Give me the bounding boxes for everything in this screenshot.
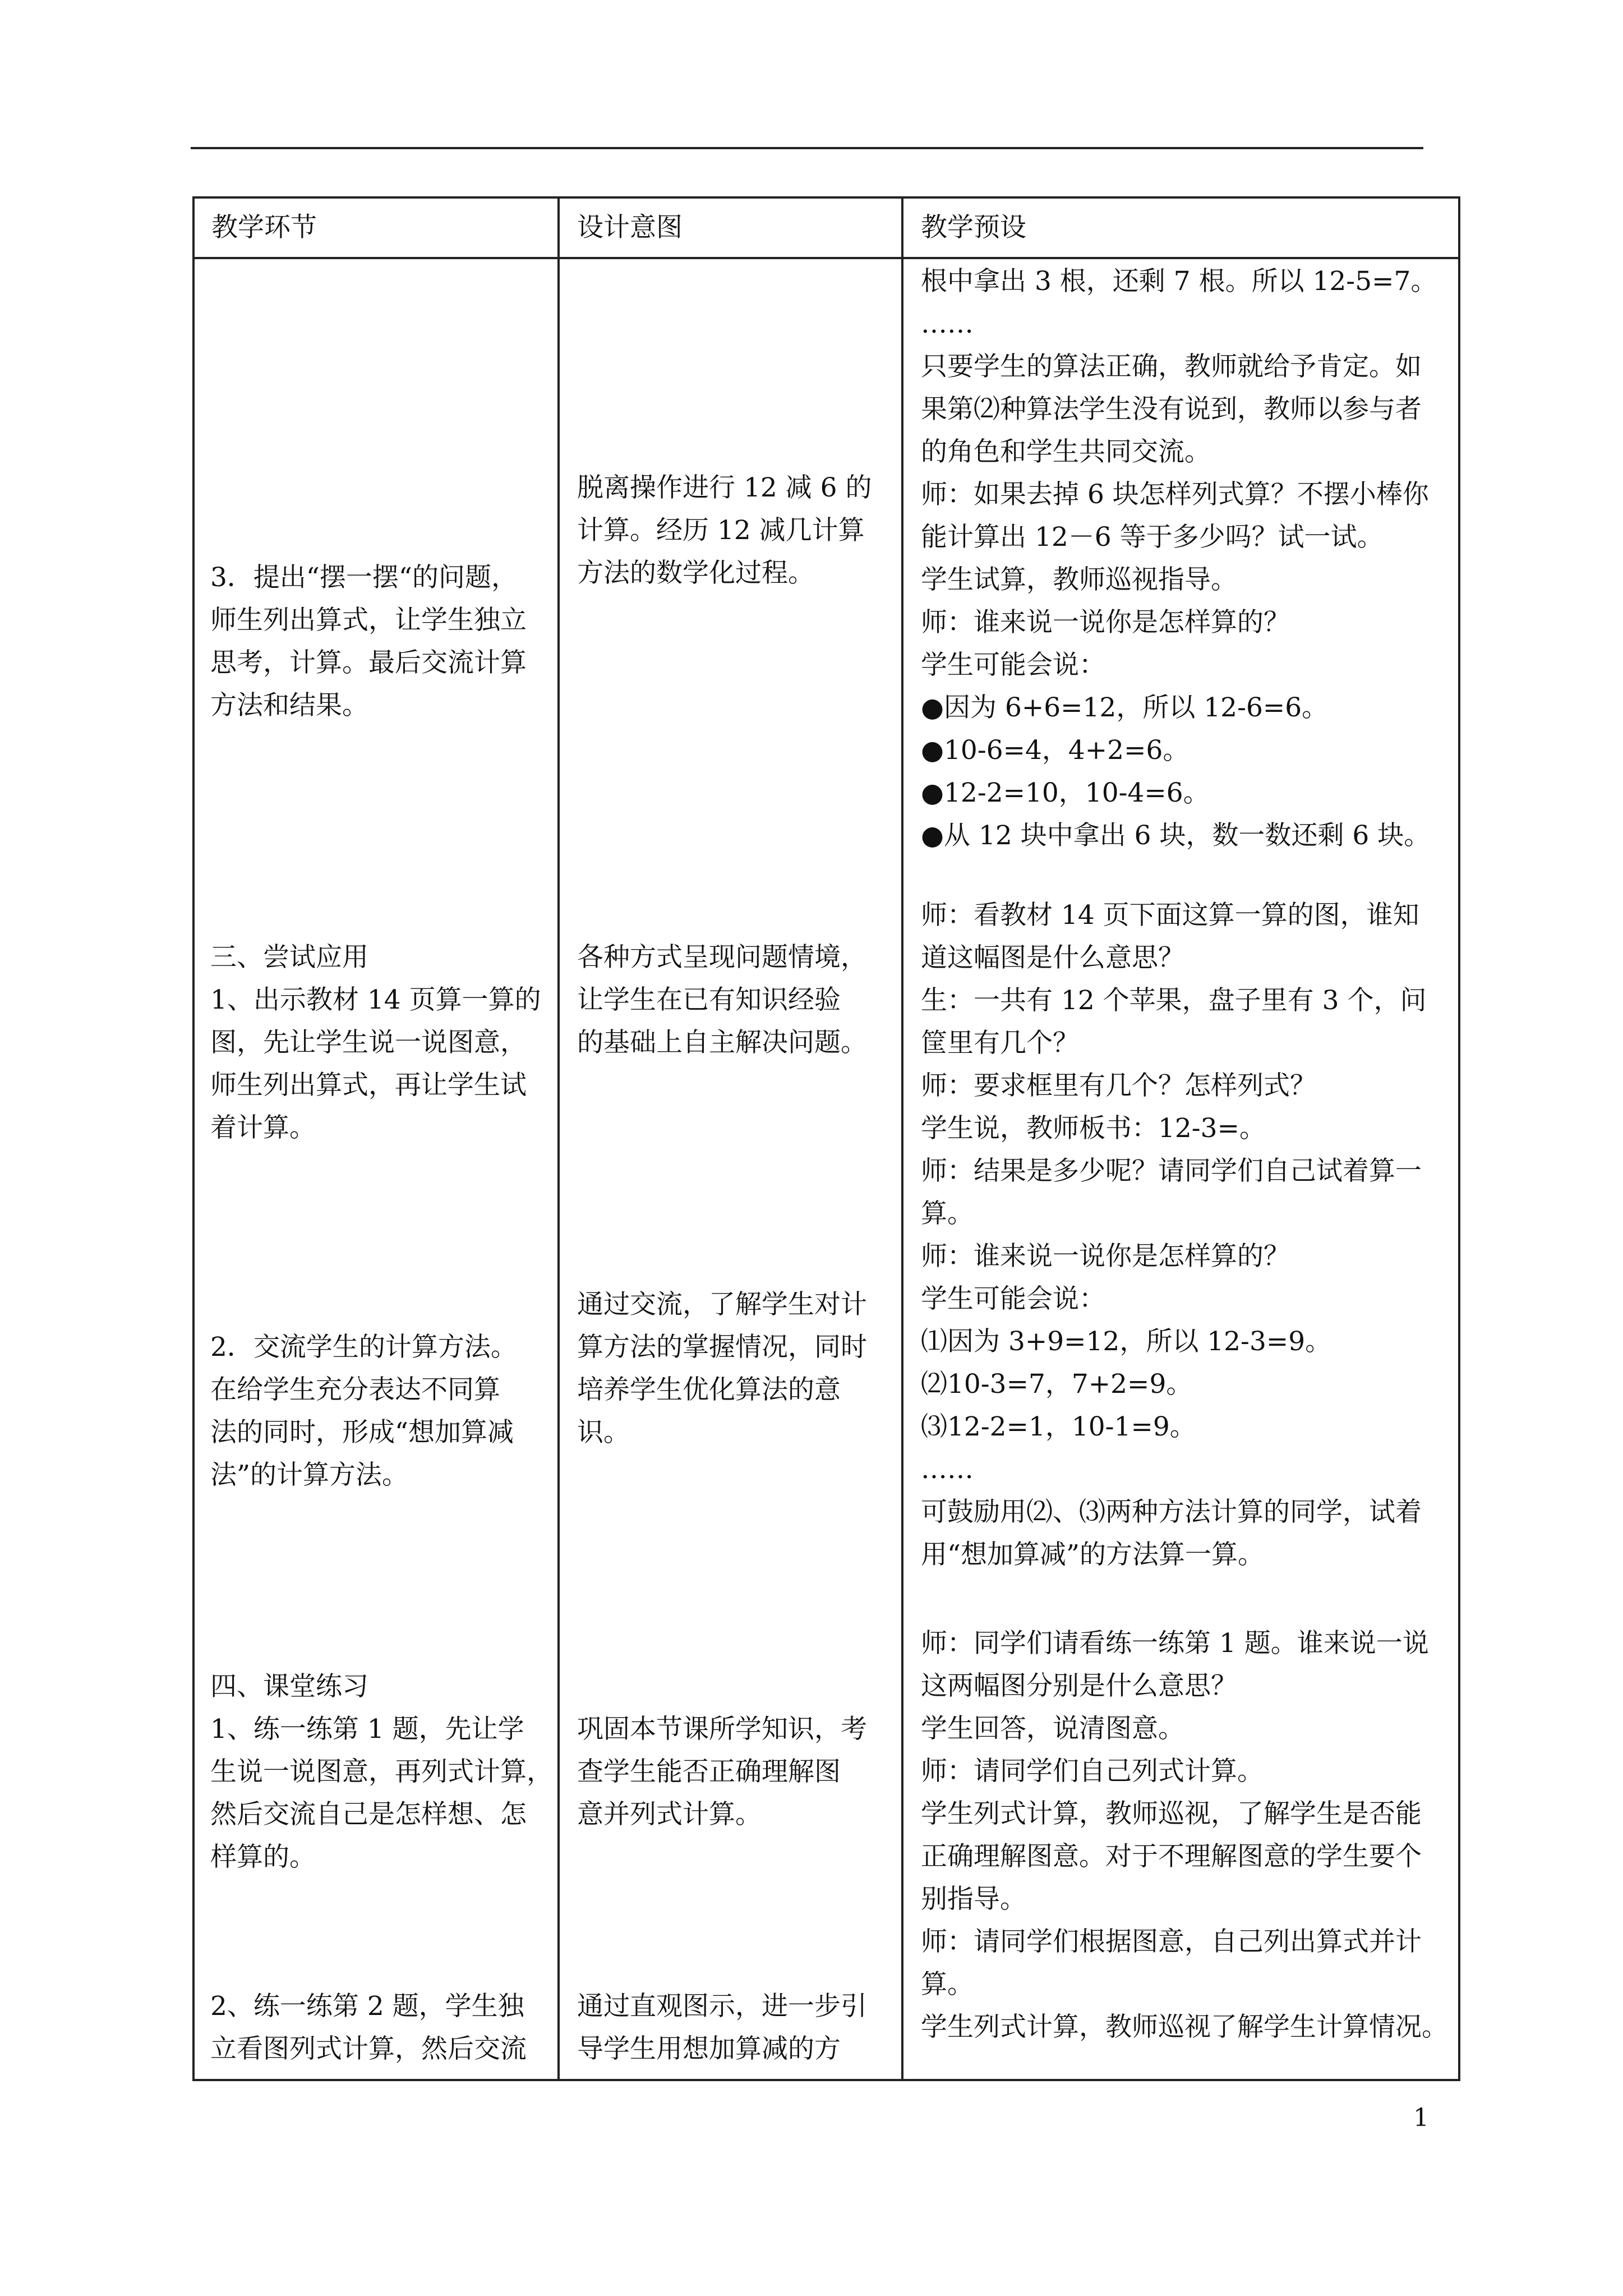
text-line: 师：谁来说一说你是怎样算的？ <box>921 1241 1290 1272</box>
text-line: 学生试算，教师巡视指导。 <box>921 564 1237 595</box>
text-line: 培养学生优化算法的意 <box>577 1374 841 1405</box>
col2-intent-a <box>577 467 872 595</box>
header-teaching-step: 教学环节 <box>211 212 317 243</box>
page-number: 1 <box>1413 2104 1429 2132</box>
text-line: 立看图列式计算，然后交流 <box>210 2033 527 2064</box>
text-line: 2、练一练第 2 题，学生独 <box>210 1991 524 2022</box>
text-line: 识。 <box>577 1417 630 1448</box>
text-line: 巩固本节课所学知识，考 <box>577 1714 867 1745</box>
column-divider-2 <box>901 199 903 2079</box>
text-line: 用“想加算减”的方法算一算。 <box>921 1539 1265 1570</box>
text-line: 果第⑵种算法学生没有说到，教师以参与者 <box>921 394 1422 425</box>
text-line: 让学生在已有知识经验 <box>577 984 841 1015</box>
text-line: 然后交流自己是怎样想、怎 <box>210 1799 527 1830</box>
text-line: 脱离操作进行 12 减 6 的 <box>577 472 872 503</box>
text-line: 图，先让学生说一说图意， <box>210 1027 527 1058</box>
text-line: 各种方式呈现问题情境， <box>577 942 867 973</box>
text-line: 筐里有几个？ <box>921 1028 1079 1059</box>
text-line: 学生可能会说： <box>921 1283 1105 1314</box>
text-line: ⑴因为 3+9=12，所以 12-3=9。 <box>921 1326 1332 1357</box>
text-line: 计算。经历 12 减几计算 <box>577 515 865 546</box>
col1-step2 <box>210 1326 517 1497</box>
text-line: 方法和结果。 <box>210 690 368 721</box>
text-line: 的基础上自主解决问题。 <box>577 1027 867 1058</box>
col3-preset-b <box>921 894 1426 1576</box>
text-line: 师：要求框里有几个？怎样列式？ <box>921 1070 1316 1101</box>
text-line: 师生列出算式，再让学生试 <box>210 1070 527 1101</box>
text-line: 算。 <box>921 1198 974 1229</box>
text-line: 正确理解图意。对于不理解图意的学生要个 <box>921 1841 1422 1872</box>
column-divider-1 <box>557 199 560 2079</box>
text-line: 2．交流学生的计算方法。 <box>210 1332 517 1363</box>
text-line: 学生回答，说清图意。 <box>921 1713 1184 1744</box>
col3-preset-c <box>921 1622 1448 2049</box>
text-line: 师：看教材 14 页下面这算一算的图，谁知 <box>921 900 1419 931</box>
text-line: 1、出示教材 14 页算一算的 <box>210 984 541 1015</box>
col3-preset-a <box>921 260 1437 857</box>
text-line: 师：同学们请看练一练第 1 题。谁来说一说 <box>921 1628 1429 1659</box>
text-line: 别指导。 <box>921 1884 1026 1915</box>
header-design-intent: 设计意图 <box>577 212 683 243</box>
text-line: 道这幅图是什么意思？ <box>921 942 1184 973</box>
text-line: 生：一共有 12 个苹果，盘子里有 3 个，问 <box>921 985 1427 1016</box>
text-line: 师：请同学们根据图意，自己列出算式并计 <box>921 1926 1422 1957</box>
col2-intent-e <box>577 1985 867 2070</box>
col2-intent-d <box>577 1708 867 1836</box>
text-line: 算方法的掌握情况，同时 <box>577 1332 867 1363</box>
lesson-plan-table <box>192 196 1460 2081</box>
text-line: 方法的数学化过程。 <box>577 558 814 588</box>
text-line: 学生列式计算，教师巡视了解学生计算情况。 <box>921 2012 1448 2042</box>
text-line: 只要学生的算法正确，教师就给予肯定。如 <box>921 351 1422 382</box>
text-line: 意并列式计算。 <box>577 1799 762 1830</box>
text-line: ●从 12 块中拿出 6 块，数一数还剩 6 块。 <box>921 820 1431 851</box>
text-line: 法的同时，形成“想加算减 <box>210 1417 514 1448</box>
col1-section3 <box>210 936 541 1149</box>
text-line: 师：谁来说一说你是怎样算的？ <box>921 607 1290 638</box>
text-line: 学生说，教师板书：12-3=。 <box>921 1113 1266 1144</box>
text-line: 师：如果去掉 6 块怎样列式算？不摆小棒你 <box>921 479 1429 510</box>
text-line: 能计算出 12－6 等于多少吗？试一试。 <box>921 522 1384 553</box>
text-line: 学生列式计算，教师巡视，了解学生是否能 <box>921 1798 1422 1829</box>
text-line: 生说一说图意，再列式计算， <box>210 1756 553 1787</box>
col1-step3 <box>210 556 527 727</box>
text-line: 通过直观图示，进一步引 <box>577 1991 867 2022</box>
table-header-row <box>195 199 1458 259</box>
text-line: …… <box>921 1454 974 1485</box>
col1-exercise2 <box>210 1985 527 2070</box>
text-line: 通过交流，了解学生对计 <box>577 1289 867 1320</box>
section-heading: 三、尝试应用 <box>210 942 368 973</box>
text-line: 师：请同学们自己列式计算。 <box>921 1756 1264 1787</box>
text-line: 导学生用想加算减的方 <box>577 2033 841 2064</box>
header-teaching-preset: 教学预设 <box>921 212 1026 243</box>
text-line: 3．提出“摆一摆“的问题， <box>210 562 518 593</box>
text-line: 着计算。 <box>210 1112 316 1143</box>
col2-intent-b <box>577 936 867 1064</box>
text-line: 师生列出算式，让学生独立 <box>210 605 527 636</box>
text-line: 1、练一练第 1 题，先让学 <box>210 1714 524 1745</box>
col2-intent-c <box>577 1283 867 1454</box>
text-line: 师：结果是多少呢？请同学们自己试着算一 <box>921 1156 1422 1186</box>
text-line: 根中拿出 3 根，还剩 7 根。所以 12-5=7。 <box>921 266 1437 297</box>
text-line: ⑶12-2=1，10-1=9。 <box>921 1411 1196 1442</box>
text-line: ●10-6=4，4+2=6。 <box>921 735 1189 766</box>
text-line: 思考，计算。最后交流计算 <box>210 647 527 678</box>
text-line: 法”的计算方法。 <box>210 1460 409 1490</box>
text-line: …… <box>921 309 974 339</box>
text-line: 这两幅图分别是什么意思？ <box>921 1671 1237 1701</box>
text-line: 可鼓励用⑵、⑶两种方法计算的同学，试着 <box>921 1497 1422 1527</box>
header-rule <box>191 147 1423 149</box>
text-line: ⑵10-3=7，7+2=9。 <box>921 1369 1193 1400</box>
section-heading: 四、课堂练习 <box>210 1671 368 1702</box>
text-line: 在给学生充分表达不同算 <box>210 1374 500 1405</box>
text-line: 查学生能否正确理解图 <box>577 1756 841 1787</box>
text-line: 算。 <box>921 1969 974 2000</box>
text-line: ●12-2=10，10-4=6。 <box>921 777 1210 808</box>
text-line: 学生可能会说： <box>921 650 1105 680</box>
col1-section4 <box>210 1665 553 1879</box>
text-line: ●因为 6+6=12，所以 12-6=6。 <box>921 692 1329 723</box>
text-line: 样算的。 <box>210 1842 316 1872</box>
text-line: 的角色和学生共同交流。 <box>921 436 1211 467</box>
